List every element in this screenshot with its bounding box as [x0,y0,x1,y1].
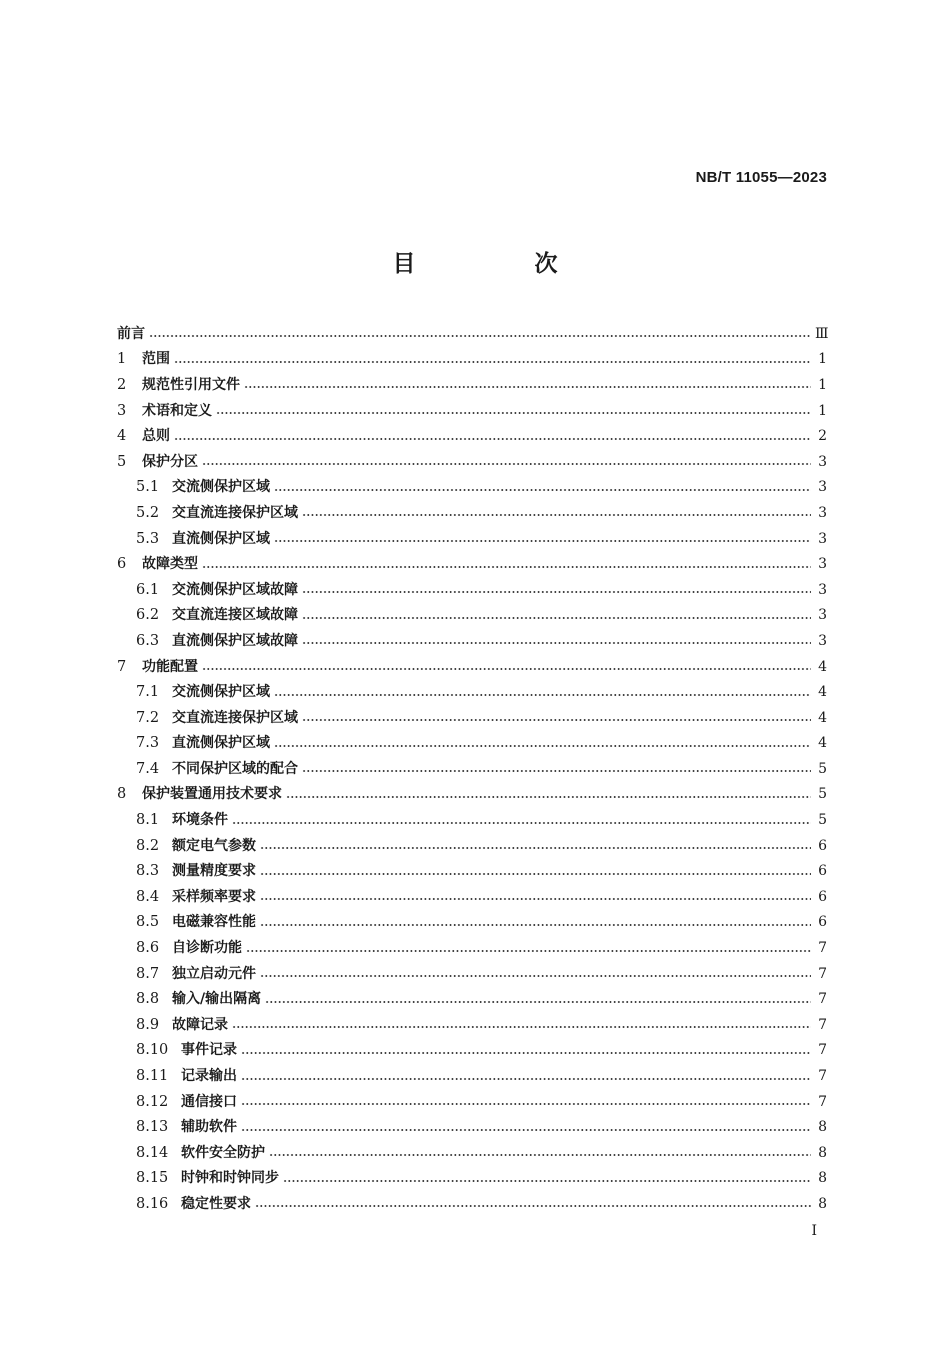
toc-entry[interactable] [117,1140,827,1166]
toc-leader-dots [244,386,811,388]
toc-leader-dots [241,1052,811,1054]
toc-entry-label: 交流侧保护区域 [172,684,270,701]
toc-entry-label: 故障类型 [142,556,198,573]
toc-entry-page: 4 [818,684,827,701]
toc-entry-label: 事件记录 [181,1042,237,1059]
toc-entry[interactable] [117,1012,827,1038]
toc-entry-label: 交流侧保护区域故障 [172,581,298,598]
toc-entry-label: 交直流连接保护区域 [172,504,298,521]
toc-entry-label: 直流侧保护区域故障 [172,632,298,649]
toc-entry-label: 规范性引用文件 [142,376,240,393]
toc-entry-label: 保护装置通用技术要求 [142,786,282,803]
toc-entry-label: 输入/输出隔离 [172,991,262,1008]
toc-entry[interactable] [117,1063,827,1089]
toc-entry[interactable] [117,1038,827,1064]
toc-entry-page: Ⅲ [815,325,829,342]
toc-entry-page: 7 [818,1016,827,1033]
toc-entry-number: 8.12 [136,1093,169,1110]
toc-entry[interactable] [117,423,827,449]
toc-entry-number: 8 [117,786,127,803]
toc-leader-dots [274,540,811,542]
toc-entry-label: 保护分区 [142,453,198,470]
toc-entry[interactable] [117,756,827,782]
toc-entry[interactable] [117,603,827,629]
toc-leader-dots [174,361,811,363]
toc-entry[interactable] [117,628,827,654]
toc-entry[interactable] [117,1191,827,1217]
toc-entry[interactable] [117,526,827,552]
toc-entry-page: 8 [818,1144,827,1161]
toc-entry[interactable] [117,551,827,577]
toc-entry-label: 额定电气参数 [172,837,256,854]
toc-entry-number: 8.3 [136,863,160,880]
toc-entry-page: 5 [818,760,827,777]
toc-entry-page: 3 [818,607,827,624]
toc-entry-label: 通信接口 [181,1093,237,1110]
toc-leader-dots [174,438,811,440]
toc-leader-dots [302,591,811,593]
toc-entry-label: 辅助软件 [181,1119,237,1136]
standard-code: NB/T 11055—2023 [695,169,827,186]
toc-entry[interactable] [117,1089,827,1115]
toc-leader-dots [302,770,811,772]
toc-leader-dots [286,796,811,798]
toc-leader-dots [274,694,811,696]
toc-entry-number: 6.2 [136,607,160,624]
toc-entry-page: 7 [818,1093,827,1110]
toc-entry-page: 8 [818,1119,827,1136]
toc-entry-number: 7.3 [136,735,160,752]
toc-leader-dots [260,847,811,849]
toc-entry-page: 6 [818,863,827,880]
toc-entry-label: 故障记录 [172,1016,228,1033]
toc-entry-number: 8.11 [136,1068,169,1085]
toc-entry-page: 3 [818,504,827,521]
toc-entry[interactable] [117,679,827,705]
toc-entry-label: 术语和定义 [142,402,212,419]
toc-entry[interactable] [117,1166,827,1192]
table-of-contents [117,321,827,1217]
toc-entry-page: 6 [818,914,827,931]
toc-entry-page: 4 [818,658,827,675]
toc-entry[interactable] [117,321,827,347]
toc-entry-label: 电磁兼容性能 [172,914,256,931]
toc-entry[interactable] [117,935,827,961]
toc-entry-number: 8.6 [136,940,160,957]
toc-entry-label: 总则 [142,428,170,445]
toc-entry[interactable] [117,884,827,910]
toc-entry-page: 7 [818,940,827,957]
toc-leader-dots [202,566,811,568]
toc-entry-number: 6 [117,556,127,573]
toc-entry-number: 1 [117,351,127,368]
toc-entry-number: 8.1 [136,812,160,829]
toc-entry[interactable] [117,807,827,833]
toc-entry-label: 前言 [117,325,145,342]
toc-leader-dots [302,617,811,619]
toc-leader-dots [255,1205,811,1207]
toc-leader-dots [232,822,811,824]
toc-entry-page: 7 [818,1042,827,1059]
toc-entry-number: 8.5 [136,914,160,931]
toc-entry-number: 8.15 [136,1170,169,1187]
toc-leader-dots [202,668,811,670]
toc-entry-number: 6.1 [136,581,160,598]
toc-entry-page: 3 [818,453,827,470]
toc-leader-dots [269,1154,811,1156]
toc-entry-label: 功能配置 [142,658,198,675]
toc-entry-number: 8.2 [136,837,160,854]
toc-entry-label: 范围 [142,351,170,368]
toc-entry-number: 8.13 [136,1119,169,1136]
page-title: 目 次 [392,251,606,277]
toc-entry-number: 5.1 [136,479,160,496]
toc-entry-page: 4 [818,735,827,752]
toc-entry[interactable] [117,372,827,398]
toc-leader-dots [260,975,811,977]
toc-entry[interactable] [117,961,827,987]
toc-leader-dots [302,642,811,644]
toc-entry[interactable] [117,858,827,884]
toc-entry[interactable] [117,986,827,1012]
toc-entry[interactable] [117,500,827,526]
toc-entry[interactable] [117,449,827,475]
toc-entry-label: 自诊断功能 [172,940,242,957]
toc-entry-number: 8.4 [136,888,160,905]
toc-entry-page: 3 [818,632,827,649]
toc-entry[interactable] [117,347,827,373]
toc-leader-dots [241,1103,811,1105]
toc-entry[interactable] [117,782,827,808]
toc-entry-number: 3 [117,402,127,419]
toc-entry-label: 采样频率要求 [172,888,256,905]
toc-entry[interactable] [117,1114,827,1140]
toc-entry[interactable] [117,475,827,501]
toc-entry-page: 4 [818,709,827,726]
toc-entry-label: 直流侧保护区域 [172,530,270,547]
toc-leader-dots [302,514,811,516]
toc-leader-dots [246,950,811,952]
toc-entry-label: 交流侧保护区域 [172,479,270,496]
toc-entry[interactable] [117,731,827,757]
toc-entry-page: 3 [818,479,827,496]
toc-entry-label: 交直流连接区域故障 [172,607,298,624]
toc-leader-dots [260,924,811,926]
toc-entry-page: 3 [818,581,827,598]
toc-entry[interactable] [117,654,827,680]
toc-entry-number: 8.8 [136,991,160,1008]
toc-entry-label: 稳定性要求 [181,1195,251,1212]
toc-entry-label: 环境条件 [172,812,228,829]
toc-entry-page: 1 [818,376,827,393]
toc-entry[interactable] [117,910,827,936]
toc-entry-page: 2 [818,428,827,445]
toc-leader-dots [274,745,811,747]
toc-entry-number: 2 [117,376,127,393]
toc-entry[interactable] [117,577,827,603]
toc-entry-page: 8 [818,1195,827,1212]
toc-entry-label: 不同保护区域的配合 [172,760,298,777]
toc-leader-dots [283,1180,811,1182]
toc-leader-dots [260,873,811,875]
toc-entry-page: 6 [818,888,827,905]
toc-entry-number: 8.10 [136,1042,169,1059]
toc-entry[interactable] [117,833,827,859]
toc-entry-label: 交直流连接保护区域 [172,709,298,726]
toc-entry-number: 8.16 [136,1195,169,1212]
toc-entry-page: 5 [818,786,827,803]
toc-entry-label: 记录输出 [181,1068,237,1085]
toc-entry-page: 3 [818,556,827,573]
toc-leader-dots [274,489,811,491]
toc-entry-page: 1 [818,402,827,419]
toc-entry-page: 7 [818,1068,827,1085]
toc-leader-dots [216,412,811,414]
toc-entry-number: 4 [117,428,127,445]
toc-entry-number: 6.3 [136,632,160,649]
toc-entry-number: 5 [117,453,127,470]
toc-entry-page: 1 [818,351,827,368]
toc-entry-page: 7 [818,991,827,1008]
toc-entry-number: 7.4 [136,760,160,777]
toc-leader-dots [241,1078,811,1080]
toc-leader-dots [260,898,811,900]
toc-entry[interactable] [117,398,827,424]
toc-entry-label: 独立启动元件 [172,965,256,982]
toc-entry-number: 5.2 [136,504,160,521]
toc-entry-label: 时钟和时钟同步 [181,1170,279,1187]
page-number: I [811,1223,817,1239]
toc-entry-number: 7 [117,658,127,675]
toc-entry-number: 7.1 [136,684,160,701]
toc-entry-label: 软件安全防护 [181,1144,265,1161]
toc-entry-number: 8.14 [136,1144,169,1161]
toc-entry-page: 8 [818,1170,827,1187]
toc-entry-label: 直流侧保护区域 [172,735,270,752]
toc-entry-number: 8.7 [136,965,160,982]
toc-leader-dots [149,335,811,337]
toc-leader-dots [202,463,811,465]
toc-leader-dots [265,1001,811,1003]
toc-entry-number: 8.9 [136,1016,160,1033]
toc-entry-page: 3 [818,530,827,547]
toc-entry[interactable] [117,705,827,731]
toc-leader-dots [302,719,811,721]
toc-entry-number: 5.3 [136,530,160,547]
toc-entry-page: 6 [818,837,827,854]
toc-leader-dots [241,1129,811,1131]
toc-leader-dots [232,1026,811,1028]
toc-entry-page: 7 [818,965,827,982]
toc-entry-label: 测量精度要求 [172,863,256,880]
toc-entry-page: 5 [818,812,827,829]
toc-entry-number: 7.2 [136,709,160,726]
